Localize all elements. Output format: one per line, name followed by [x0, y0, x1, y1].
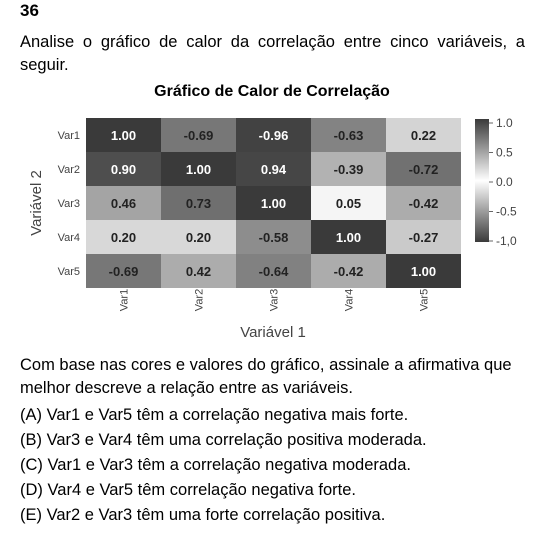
- correlation-heatmap: [0, 75, 545, 350]
- option-letter: (B): [20, 431, 42, 449]
- x-tick-labels: [119, 289, 431, 311]
- cell-value-label: 0.22: [410, 128, 437, 143]
- answer-option[interactable]: [20, 503, 427, 528]
- option-letter: (E): [20, 506, 42, 524]
- answer-option[interactable]: [20, 428, 427, 453]
- cell-value-label: -0.69: [108, 264, 139, 279]
- cell-value-label: -0.96: [258, 128, 289, 143]
- colorbar: [475, 119, 489, 242]
- question-stem: Com base nas cores e valores do gráfico, assinale a afirmativa que melhor descreve a relação entre as variáveis.: [20, 356, 512, 397]
- cell-value-label: -0.63: [333, 128, 364, 143]
- cell-value-label: 1.00: [410, 264, 437, 279]
- cell-value-label: -0.58: [258, 230, 289, 245]
- cell-value-label: 0.94: [260, 162, 287, 177]
- cell-value-label: 0.73: [185, 196, 212, 211]
- x-tick-label: Var2: [193, 288, 206, 312]
- colorbar-tick-label: 0.5: [496, 145, 513, 160]
- cell-value-label: -0.64: [258, 264, 289, 279]
- cell-value-label: -0.27: [408, 230, 439, 245]
- cell-value-label: 0.20: [185, 230, 212, 245]
- option-text: Var2 e Var3 têm uma forte correlação positiva.: [42, 506, 386, 524]
- cell-value-label: 0.20: [110, 230, 137, 245]
- cell-value-label: 1.00: [260, 196, 287, 211]
- x-tick-label: Var3: [268, 288, 281, 312]
- cell-value-label: -0.72: [408, 162, 439, 177]
- option-letter: (D): [20, 481, 43, 499]
- option-text: Var1 e Var5 têm a correlação negativa mais forte.: [42, 406, 409, 424]
- colorbar-tick-label: 1.0: [496, 116, 513, 130]
- y-tick-labels: [58, 130, 80, 278]
- option-letter: (A): [20, 406, 42, 424]
- y-tick-label: Var5: [57, 266, 80, 278]
- colorbar-tick-label: 0.0: [496, 175, 513, 189]
- cell-value-label: 1.00: [335, 230, 362, 245]
- cell-value-label: 0.05: [335, 196, 362, 211]
- colorbar-tick-label: -1,0: [496, 234, 517, 248]
- question-intro: Analise o gráfico de calor da correlação entre cinco variáveis, a seguir.: [20, 33, 525, 74]
- chart-title: Gráfico de Calor de Correlação: [154, 83, 390, 100]
- colorbar-ticks: [489, 116, 517, 248]
- y-tick-label: Var1: [57, 130, 80, 142]
- x-axis-label: Variável 1: [240, 324, 306, 341]
- option-text: Var4 e Var5 têm correlação negativa forte.: [42, 481, 356, 499]
- cell-value-label: -0.69: [183, 128, 214, 143]
- x-tick-label: Var5: [418, 288, 431, 312]
- question-number: 36: [20, 1, 39, 20]
- x-tick-label: Var4: [343, 288, 356, 312]
- answer-option[interactable]: [20, 453, 427, 478]
- y-tick-label: Var2: [57, 164, 80, 176]
- cell-value-label: 0.42: [185, 264, 212, 279]
- y-tick-label: Var4: [57, 232, 80, 244]
- y-tick-label: Var3: [57, 198, 80, 210]
- cell-value-label: 1.00: [110, 128, 137, 143]
- option-letter: (C): [20, 456, 43, 474]
- cell-value-label: -0.42: [408, 196, 439, 211]
- answer-option[interactable]: [20, 478, 427, 503]
- cell-value-label: -0.39: [333, 162, 364, 177]
- cell-value-label: 0.90: [110, 162, 137, 177]
- option-text: Var3 e Var4 têm uma correlação positiva moderada.: [42, 431, 427, 449]
- cell-value-label: -0.42: [333, 264, 364, 279]
- answer-option[interactable]: [20, 403, 427, 428]
- option-text: Var1 e Var3 têm a correlação negativa moderada.: [42, 456, 411, 474]
- colorbar-tick-label: -0.5: [496, 204, 517, 219]
- answer-options: [20, 403, 427, 528]
- cell-value-label: 0.46: [110, 196, 137, 211]
- y-axis-label: Variável 2: [28, 170, 45, 236]
- x-tick-label: Var1: [118, 288, 131, 312]
- cell-value-label: 1.00: [185, 162, 212, 177]
